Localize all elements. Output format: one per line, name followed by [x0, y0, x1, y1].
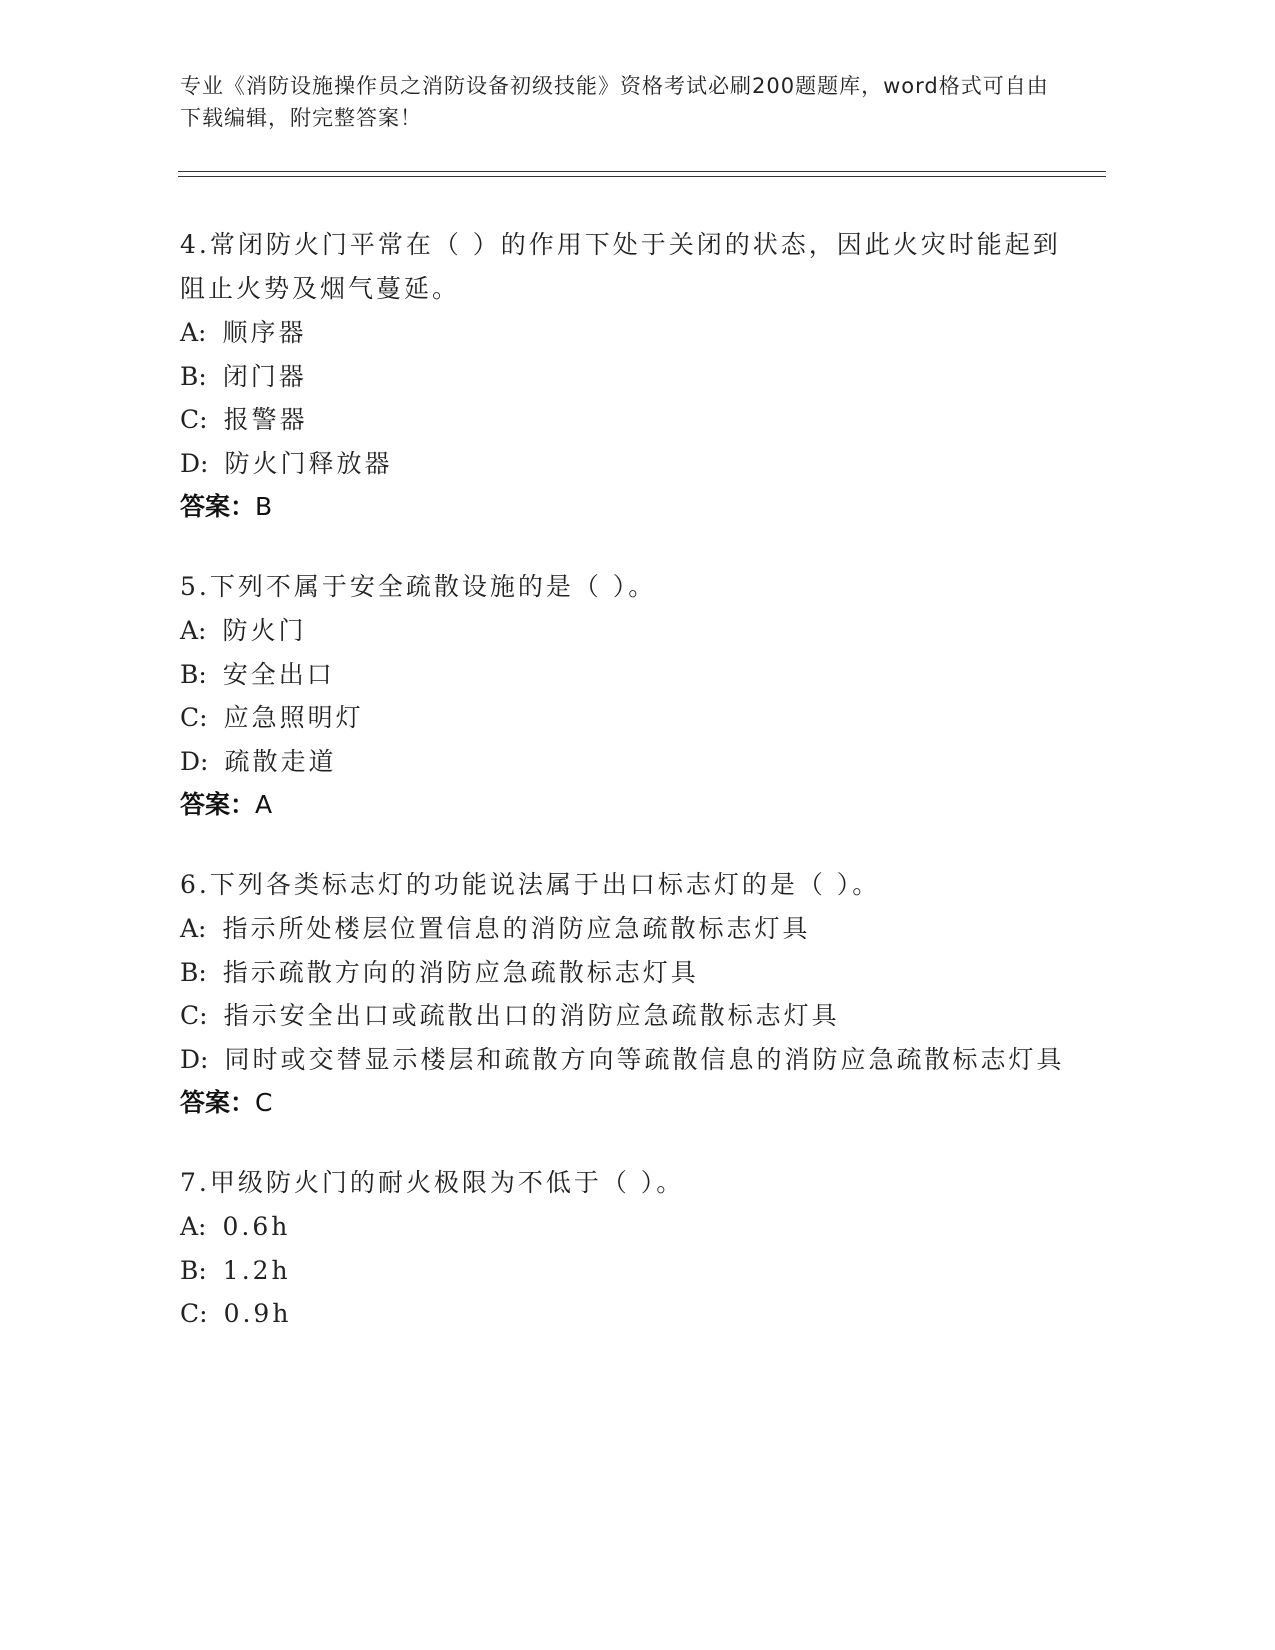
option-a [180, 609, 1080, 653]
answer-value: B [255, 492, 273, 521]
answer-line [180, 783, 1080, 827]
option-key: D: [180, 1044, 209, 1074]
option-text: 顺序器 [222, 318, 307, 347]
option-c [180, 696, 1080, 740]
option-key: C: [180, 1001, 208, 1030]
question-5 [180, 565, 1080, 827]
question-text: 6.下列各类标志灯的功能说法属于出口标志灯的是（ ）。 [180, 870, 881, 899]
option-text: 防火门释放器 [224, 448, 393, 478]
header-title: 专业《消防设施操作员之消防设备初级技能》资格考试必刷200题题库，word格式可自由下载编辑，附完整答案！ [180, 74, 1049, 130]
option-key: B: [180, 1255, 207, 1285]
option-a [180, 311, 1080, 355]
question-text: 7.甲级防火门的耐火极限为不低于（ ）。 [180, 1168, 685, 1197]
option-text: 防火门 [222, 616, 307, 645]
answer-label: 答案： [180, 492, 256, 521]
option-c [180, 1292, 1080, 1336]
option-key: C: [180, 1299, 208, 1328]
option-a [180, 1205, 1080, 1249]
option-key: C: [180, 703, 208, 732]
question-7 [180, 1161, 1080, 1336]
option-key: B: [180, 361, 207, 391]
option-key: D: [180, 746, 209, 776]
answer-line [180, 1081, 1080, 1125]
option-key: A: [180, 914, 207, 943]
question-6 [180, 863, 1080, 1125]
option-a [180, 907, 1080, 951]
option-text: 闭门器 [222, 361, 307, 391]
option-b [180, 951, 1080, 995]
option-text: 指示疏散方向的消防应急疏散标志灯具 [222, 957, 699, 987]
option-key: D: [180, 448, 209, 478]
option-text: 1.2h [222, 1255, 291, 1285]
option-text: 指示安全出口或疏散出口的消防应急疏散标志灯具 [223, 1001, 840, 1030]
option-key: B: [180, 659, 207, 689]
option-key: A: [180, 616, 207, 645]
document-header [180, 70, 1060, 134]
question-text: 4.常闭防火门平常在（ ）的作用下处于关闭的状态，因此火灾时能起到阻止火势及烟气蔓延。 [180, 230, 1061, 303]
option-text: 应急照明灯 [223, 703, 364, 732]
option-text: 报警器 [223, 405, 308, 434]
option-b [180, 1249, 1080, 1293]
option-text: 疏散走道 [224, 746, 337, 776]
question-4 [180, 223, 1080, 529]
option-text: 同时或交替显示楼层和疏散方向等疏散信息的消防应急疏散标志灯具 [224, 1044, 1065, 1074]
header-divider-top [178, 171, 1106, 172]
option-key: B: [180, 957, 207, 987]
option-key: A: [180, 318, 207, 347]
option-key: C: [180, 405, 208, 434]
option-c [180, 994, 1080, 1038]
header-divider-bottom [178, 176, 1106, 177]
option-d [180, 1038, 1080, 1082]
option-text: 安全出口 [222, 659, 335, 689]
answer-line [180, 485, 1080, 529]
option-d [180, 740, 1080, 784]
option-b [180, 653, 1080, 697]
option-text: 0.9h [223, 1299, 292, 1328]
option-text: 指示所处楼层位置信息的消防应急疏散标志灯具 [222, 914, 811, 943]
answer-label: 答案： [180, 1088, 256, 1117]
answer-value: A [255, 790, 273, 819]
option-text: 0.6h [222, 1212, 291, 1241]
option-c [180, 398, 1080, 442]
answer-value: C [255, 1088, 273, 1117]
question-list [180, 223, 1080, 1372]
option-d [180, 442, 1080, 486]
question-text: 5.下列不属于安全疏散设施的是（ ）。 [180, 572, 657, 601]
option-b [180, 355, 1080, 399]
answer-label: 答案： [180, 790, 256, 819]
option-key: A: [180, 1212, 207, 1241]
